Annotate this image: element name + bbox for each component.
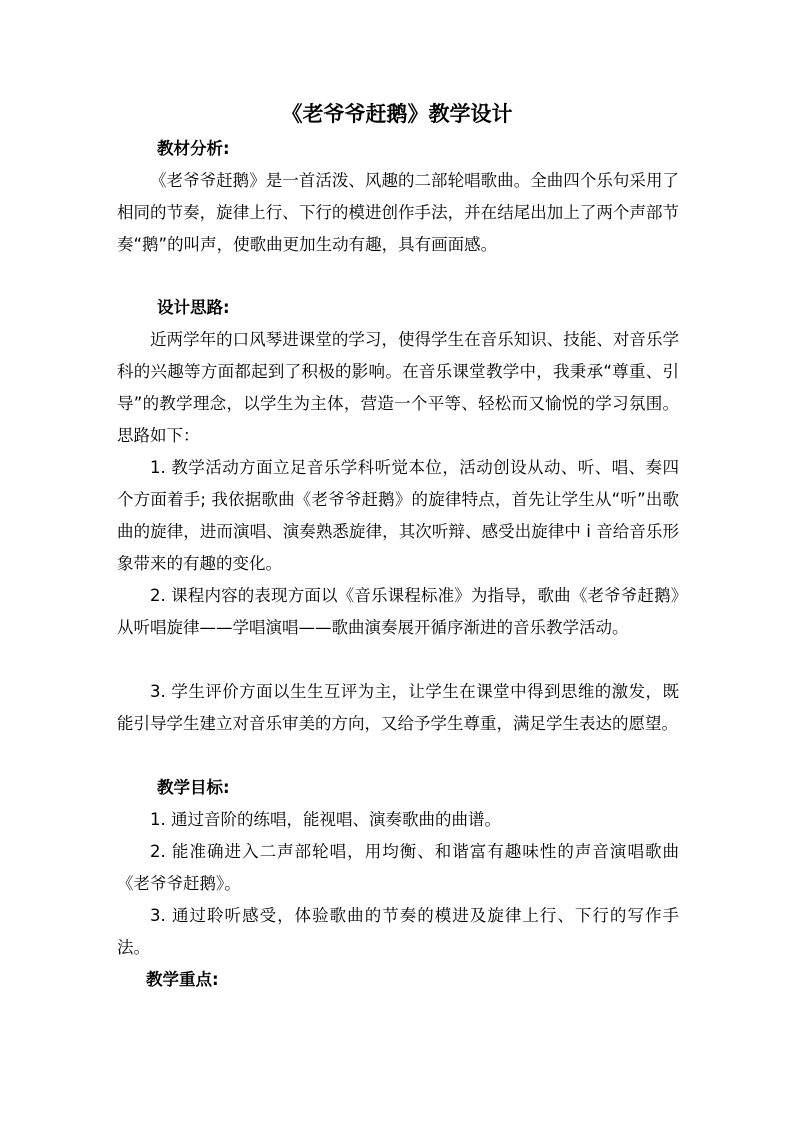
document-title: 《老爷爷赶鹅》教学设计 bbox=[281, 102, 513, 126]
section-heading-design-idea: 设计思路: bbox=[157, 298, 230, 317]
paragraph-design-idea-1: 1. 教学活动方面立足音乐学科听觉本位，活动创设从动、听、唱、奏四个方面着手; 我依据歌曲《老爷爷赶鹅》的旋律特点，首先让学生从“听”出歌曲的旋律，进而演唱、演奏熟悉旋律，其次听辩、感受出旋律中 i 音给音乐形象带来的有趣的变化。 bbox=[117, 458, 679, 573]
paragraph-design-idea-intro: 近两学年的口风琴进课堂的学习，使得学生在音乐知识、技能、对音乐学科的兴趣等方面都起到了积极的影响。在音乐课堂教学中，我秉承“尊重、引导”的教学理念，以学生为主体，营造一个平等、轻松而又愉悦的学习氛围。思路如下： bbox=[117, 330, 679, 445]
section-heading-teaching-goals: 教学目标: bbox=[157, 778, 230, 797]
paragraph-goal-2: 2. 能准确进入二声部轮唱，用均衡、和谐富有趣味性的声音演唱歌曲《老爷爷赶鹅》。 bbox=[117, 842, 679, 893]
paragraph-goal-3: 3. 通过聆听感受，体验歌曲的节奏的模进及旋律上行、下行的写作手法。 bbox=[117, 906, 679, 957]
section-heading-material-analysis: 教材分析: bbox=[157, 139, 230, 158]
paragraph-design-idea-2: 2. 课程内容的表现方面以《音乐课程标准》为指导，歌曲《老爷爷赶鹅》从听唱旋律——学唱演唱——歌曲演奏展开循序渐进的音乐教学活动。 bbox=[117, 586, 679, 637]
section-heading-teaching-focus: 教学重点: bbox=[146, 970, 219, 989]
paragraph-material-analysis: 《老爷爷赶鹅》是一首活泼、风趣的二部轮唱歌曲。全曲四个乐句采用了相同的节奏，旋律上行、下行的模进创作手法，并在结尾出加上了两个声部节奏“鹅”的叫声，使歌曲更加生动有趣，具有画面感。 bbox=[117, 171, 679, 254]
paragraph-goal-1: 1. 通过音阶的练唱，能视唱、演奏歌曲的曲谱。 bbox=[150, 810, 501, 829]
paragraph-design-idea-3: 3. 学生评价方面以生生互评为主，让学生在课堂中得到思维的激发，既能引导学生建立对音乐审美的方向，又给予学生尊重，满足学生表达的愿望。 bbox=[117, 682, 679, 733]
